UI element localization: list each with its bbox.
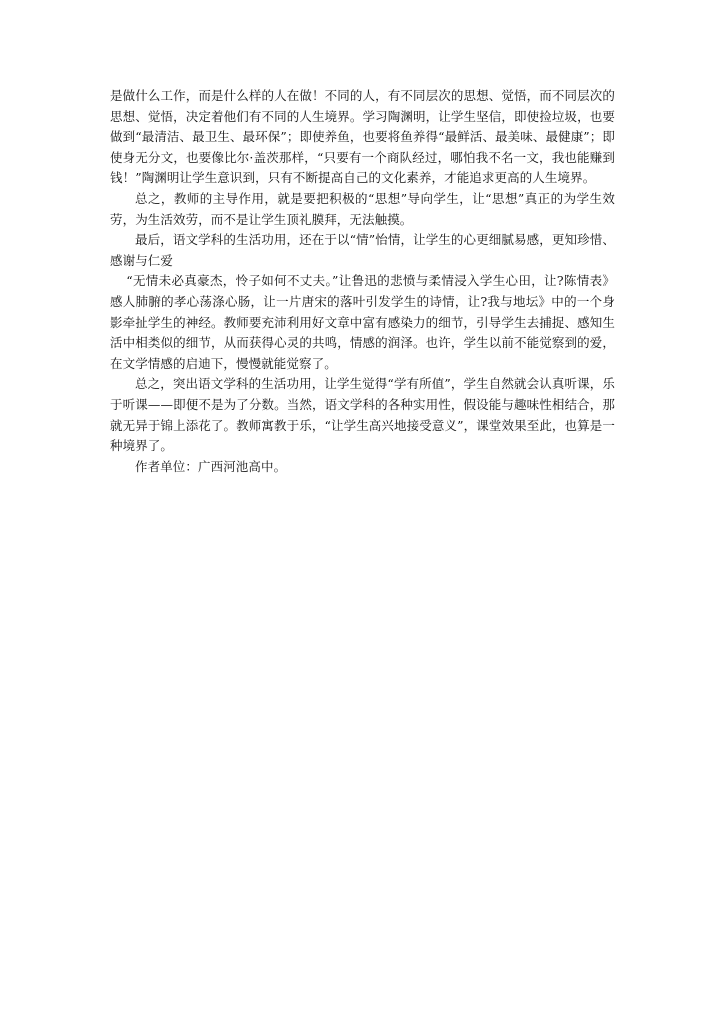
paragraph-teacher-role: 总之，教师的主导作用，就是要把积极的“思想”导向学生，让“思想”真正的为学生效劳，为生活效劳，而不是让学生顶礼膜拜，无法触摸。 xyxy=(110,190,615,227)
paragraph-continuation: 是做什么工作，而是什么样的人在做！不同的人，有不同层次的思想、觉悟，而不同层次的思想、觉悟，决定着他们有不同的人生境界。学习陶渊明，让学生坚信，即使捡垃圾，也要做到“最清洁、最卫生、最环保”；即使养鱼，也要将鱼养得“最鲜活、最美味、最健康”；即使身无分文，也要像比尔·盖茨那样，“只要有一个商队经过，哪怕我不名一文，我也能赚到钱！”陶渊明让学生意识到，只有不断提高自己的文化素养，才能追求更高的人生境界。 xyxy=(110,88,615,186)
paragraph-quote-examples: “无情未必真豪杰，怜子如何不丈夫。”让鲁迅的悲愤与柔情浸入学生心田，让?陈情表》感人肺腑的孝心荡涤心肠，让一片唐宋的落叶引发学生的诗情，让?我与地坛》中的一个身影牵扯学生的神经。教师要充沛利用好文章中富有感染力的细节，引导学生去捕捉、感知生活中相类似的细节，从而获得心灵的共鸣，情感的润泽。也许，学生以前不能觉察到的爱，在文学情感的启迪下，慢慢就能觉察了。 xyxy=(110,273,615,371)
author-affiliation: 作者单位：广西河池高中。 xyxy=(135,458,287,474)
paragraph-emotion-function: 最后，语文学科的生活功用，还在于以“情”怡情，让学生的心更细腻易感，更知珍惜、感谢与仁爱 xyxy=(110,232,615,268)
paragraph-conclusion: 总之，突出语文学科的生活功用，让学生觉得“学有所值”，学生自然就会认真听课，乐于听课——即便不是为了分数。当然，语文学科的各种实用性，假设能与趣味性相结合，那就无异于锦上添花了。教师寓教于乐，“让学生高兴地接受意义”，课堂效果至此，也算是一种境界了。 xyxy=(110,376,615,454)
document-body xyxy=(110,86,615,477)
